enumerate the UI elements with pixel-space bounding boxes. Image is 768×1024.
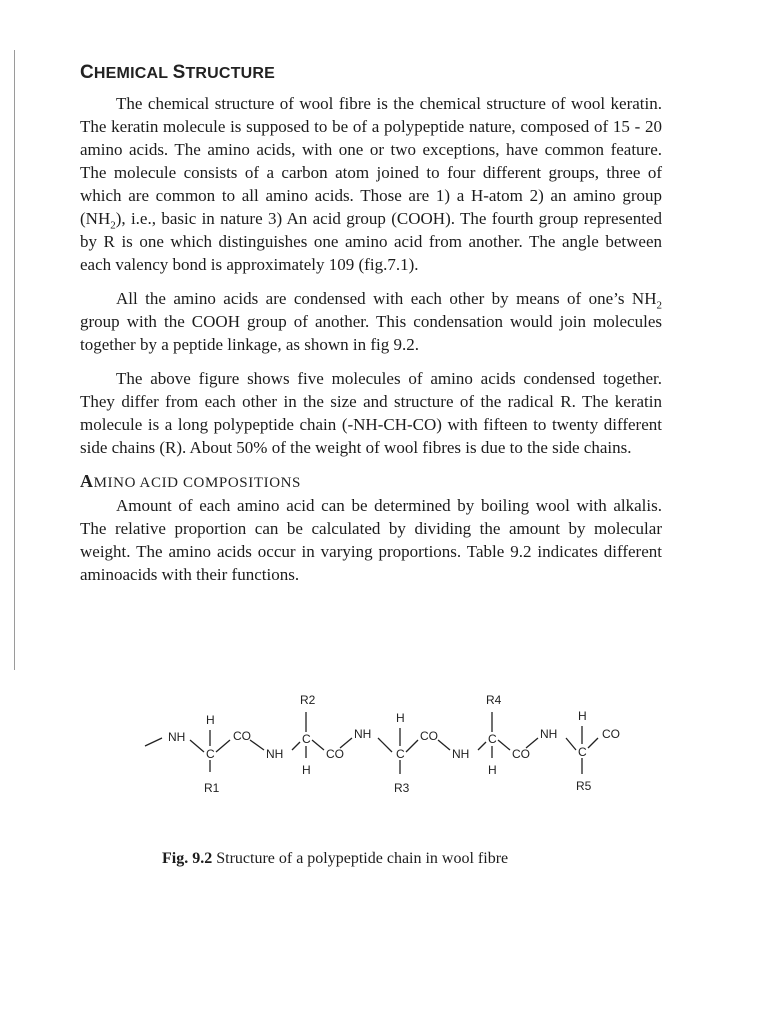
page-margin-line	[14, 50, 15, 670]
label-co-4: CO	[512, 747, 530, 761]
label-co-2: CO	[326, 747, 344, 761]
label-c-3: C	[396, 747, 405, 761]
caption-text: Structure of a polypeptide chain in wool fibre	[216, 850, 509, 867]
label-nh-2: NH	[266, 747, 284, 761]
polypeptide-structure-diagram	[140, 690, 640, 800]
heading-initial: C	[80, 62, 94, 83]
label-r5: R5	[576, 779, 592, 793]
heading-initial-2: S	[172, 62, 186, 83]
heading2-rest: MINO ACID COMPOSITIONS	[93, 475, 301, 491]
paragraph-1	[80, 92, 662, 276]
label-r1: R1	[204, 781, 220, 795]
heading-rest-2: TRUCTURE	[185, 65, 276, 82]
label-nh-5: NH	[540, 727, 558, 741]
p2-text: All the amino acids are condensed with each other by means of one’s NH	[116, 289, 657, 308]
p1-tail: ), i.e., basic in nature 3) An acid group (COOH). The fourth group represented by R is one which distinguishes one amino acid from another. The angle between each valency bond is approximately 109 (fig.7.1).	[80, 209, 662, 274]
label-r2: R2	[300, 693, 316, 707]
label-co-3: CO	[420, 729, 438, 743]
label-nh-1: NH	[168, 730, 186, 744]
heading-rest: HEMICAL	[93, 65, 168, 82]
p1-subscript: 2	[110, 219, 116, 232]
document-page	[80, 62, 662, 597]
paragraph-3: The above figure shows five molecules of amino acids condensed together. They differ from each other in the size and structure of the radical R. The keratin molecule is a long polypeptide chain (-NH-CH-CO) with fifteen to twenty different side chains (R). About 50% of the weight of wool fibres is due to the side chains.	[80, 369, 662, 457]
figure-caption	[162, 850, 622, 868]
p2-tail: group with the COOH group of another. This condensation would join molecules together by a peptide linkage, as shown in fig 9.2.	[80, 312, 662, 354]
heading-chemical-structure	[80, 62, 662, 84]
label-c-2: C	[302, 732, 311, 746]
paragraph-4: Amount of each amino acid can be determined by boiling wool with alkalis. The relative proportion can be calculated by dividing the amount by molecular weight. The amino acids occur in varying proportions. Table 9.2 indicates different aminoacids with their functions.	[80, 496, 662, 584]
label-r3: R3	[394, 781, 410, 795]
caption-label: Fig. 9.2	[162, 850, 213, 867]
polypeptide-chain-figure	[140, 690, 640, 800]
label-c-5: C	[578, 745, 587, 759]
label-c-4: C	[488, 732, 497, 746]
label-h-1: H	[206, 713, 215, 727]
label-h-5: H	[578, 709, 587, 723]
label-h-4: H	[488, 763, 497, 777]
heading-amino-acid-compositions	[80, 471, 662, 492]
label-nh-4: NH	[452, 747, 470, 761]
label-c-1: C	[206, 747, 215, 761]
p1-text: The chemical structure of wool fibre is the chemical structure of wool keratin. The keratin molecule is supposed to be of a polypeptide nature, composed of 15 - 20 amino acids. The amino acids, with one or two exceptions, have common feature. The molecule consists of a carbon atom joined to four different groups, three of which are common to all amino acids. Those are 1) a H-atom 2) an amino group (NH	[80, 94, 662, 228]
label-co-5: CO	[602, 727, 620, 741]
label-r4: R4	[486, 693, 502, 707]
label-h-3: H	[396, 711, 405, 725]
paragraph-2	[80, 287, 662, 356]
label-h-2: H	[302, 763, 311, 777]
label-nh-3: NH	[354, 727, 372, 741]
label-co-1: CO	[233, 729, 251, 743]
heading2-initial: A	[80, 471, 94, 491]
p2-subscript: 2	[656, 299, 662, 312]
